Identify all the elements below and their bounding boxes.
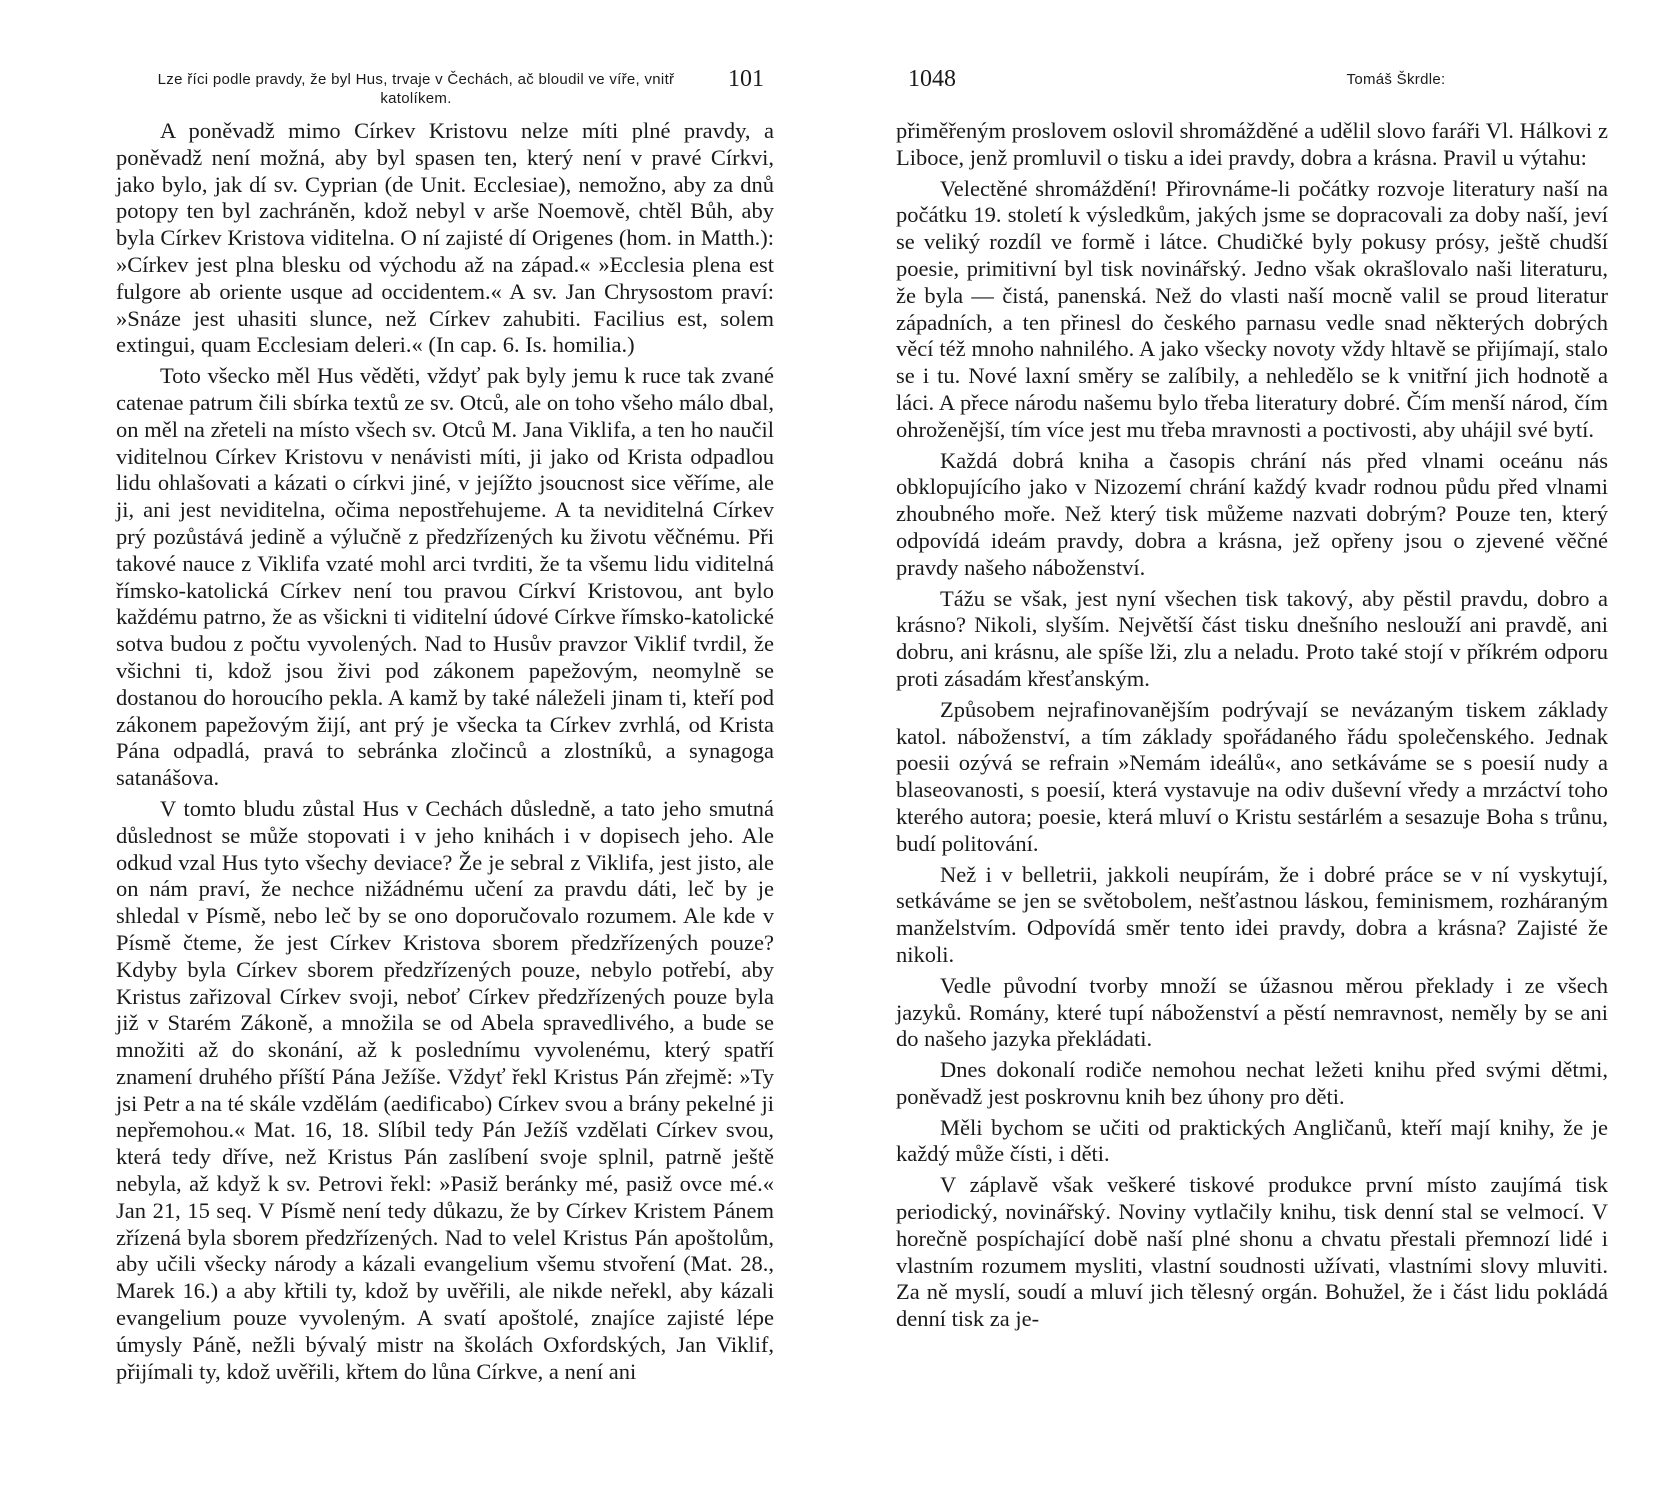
paragraph: Toto všecko měl Hus věděti, vždyť pak byly jemu k ruce tak zvané catenae patrum čili sbírka textů ze sv. Otců, ale on toho všeho málo dbal, on měl na zřeteli na místo všech sv. Otců M. Jana Viklifa, a ten ho naučil viditelnou Církev Kristovu v nenávisti míti, ji jako od Krista odpadlou lidu ohlašovati a kázati o církvi jiné, v jejížto jsoucnost sice věříme, ale ji, ani jest neviditelna, očima nepostřehujeme. A ta neviditelná Církev prý pozůstává jedině a výlučně z předzřízených ku životu věčnému. Při takové nauce z Viklifa vzaté mohl arci tvrditi, že ta všemu lidu viditelná římsko-katolická Církev není tou pravou Církví Kristovou, ant bylo každému patrno, že as všickni ti viditelní údové Církve římsko-katolické sotva budou z počtu vyvolených. Nad to Husův pravzor Viklif tvrdil, že všichni ti, kdož jsou živi pod zákonem papežovým, neomylně se dostanou do horoucího pekla. A kamž by také náleželi jinam ti, kteří pod zákonem papežovým žijí, ant prý je všecka ta Církev zvrhlá, od Krista Pána odpadlá, pravá to sebránka zločinců a zlostníků, a synagoga satanášova. [116, 363, 774, 791]
running-title: Tomáš Škrdle: [1346, 71, 1446, 88]
paragraph: Velectěné shromáždění! Přirovnáme-li počátky rozvoje literatury naší na počátku 19. století k výsledkům, jakých jsme se dopracovali za doby naší, jeví se veliký rozdíl ve formě i látce. Chudičké byly pokusy prósy, ještě chudší poesie, primitivní byl tisk novinářský. Jedno však okrašlovalo naši literaturu, že byla — čistá, panenská. Než do vlasti naší mocně valil se proud literatur západních, a ten přinesl do českého parnasu vedle snad některých dobrých věcí též mnoho nahnilého. A jako všecky novoty vždy hltavě se přijímají, stalo se i tu. Nové laxní směry se zalíbily, a nehledělo se k vnitřní jich hodnotě a láci. A přece národu našemu bylo třeba literatury dobré. Čím menší národ, čím ohroženější, tím více jest mu třeba mravnosti a poctivosti, aby uhájil své bytí. [896, 175, 1608, 442]
paragraph: Dnes dokonalí rodiče nemohou nechat ležeti knihu před svými dětmi, poněvadž jest poskrovnu knih bez úhony pro děti. [896, 1057, 1608, 1109]
page-number: 1048 [908, 66, 956, 92]
paragraph: V tomto bludu zůstal Hus v Cechách důsledně, a tato jeho smutná důslednost se může stopovati i v jeho knihách i v dopisech jeho. Ale odkud vzal Hus tyto všechy deviace? Že je sebral z Viklifa, jest jisto, ale on nám praví, že nechce nižádnému učení za pravdu dáti, leč by je shledal v Písmě, nebo leč by se ono doporučovalo rozumem. Ale kde v Písmě čteme, že jest Církev Kristova sborem předzřízených pouze? Kdyby byla Církev sborem předzřízených pouze, nebylo potřebí, aby Kristus zařizoval Církev svoji, neboť Církev předzřízených pouze byla již v Starém Zákoně, a množila se od Abela spravedlivého, a bude se množiti až do skonání, až k poslednímu vyvolenému, který spatří znamení druhého příští Pána Ježíše. Vždyť řekl Kristus Pán zřejmě: »Ty jsi Petr a na té skále vzdělám (aedificabo) Církev svou a brány pekelné ji nepřemohou.« Mat. 16, 18. Slíbil tedy Pán Ježíš vzdělati Církev svou, která tedy dříve, než Kristus Pán zaslíbení svoje splnil, patrně ještě nebyla, až když k sv. Petrovi řekl: »Pasiž beránky mé, pasiž ovce mé.« Jan 21, 15 seq. V Písmě není tedy důkazu, že by Církev Kristem Pánem zřízená byla sborem předzřízených. Nad to velel Kristus Pán apoštolům, aby učili všecky národy a kázali evangelium všemu stvoření (Mat. 28., Marek 16.) a aby křtili ty, kdož by uvěřili, ale nikde neřekl, aby kázali evangelium pouze vyvoleným. A svatí apoštolé, znajíce zajisté lépe úmysly Páně, nežli bývalý mistr na školách Oxfordských, Jan Viklif, přijímali ty, kdož uvěřili, křtem do lůna Církve, a není ani [116, 795, 774, 1384]
running-title: Lze říci podle pravdy, že byl Hus, trvaje v Čechách, ač bloudil ve víře, vnitř katolíkem. [157, 71, 675, 107]
paragraph: Tážu se však, jest nyní všechen tisk takový, aby pěstil pravdu, dobro a krásno? Nikoli, slyším. Největší část tisku dnešního neslouží ani pravdě, ani dobru, ani krásnu, ale spíše lži, zlu a neladu. Proto také stojí v příkrém odporu proti zásadám křesťanským. [896, 585, 1608, 691]
continuation-paragraph: přiměřeným proslovem oslovil shromážděné a udělil slovo faráři Vl. Hálkovi z Liboce, jenž promluvil o tisku a idei pravdy, dobra a krásna. Pravil u výtahu: [896, 118, 1608, 170]
paragraph: Měli bychom se učiti od praktických Angličanů, kteří mají knihy, že je každý může čísti, i děti. [896, 1114, 1608, 1167]
right-page-body [896, 118, 1608, 1333]
paragraph: Než i v belletrii, jakkoli neupírám, že i dobré práce se v ní vyskytují, setkáváme se jen se světobolem, nešťastnou láskou, feminismem, rozháraným manželstvím. Odpovídá směr tento idei pravdy, dobra a krásna? Zajisté že nikoli. [896, 861, 1608, 967]
paragraph: Každá dobrá kniha a časopis chrání nás před vlnami oceánu nás obklopujícího jako v Nizozemí chrání každý kvadr rodnou půdu před vlnami zhoubného moře. Než který tisk můžeme nazvati dobrým? Pouze ten, který odpovídá ideám pravdy, dobra a krásna, jež opřeny jsou o zjevené věčné pravdy našeho náboženství. [896, 447, 1608, 580]
paragraph: Způsobem nejrafinovanějším podrývají se nevázaným tiskem základy katol. náboženství, a tím základy spořádaného řádu společenského. Jednak poesii ozývá se refrain »Nemám ideálů«, ano setkáváme se s poesií nudy a blaseovanosti, s poesií, která vystavuje na odiv duševní vředy a mrzáctví toho kterého autora; poesie, která mluví o Kristu sestárlém a sesazuje Boha s trůnu, budí politování. [896, 696, 1608, 856]
left-page-header [116, 0, 774, 118]
paragraph: Vedle původní tvorby množí se úžasnou měrou překlady i ze všech jazyků. Romány, které tupí náboženství a pěstí nemravnost, neměly by se ani do našeho jazyka překládati. [896, 972, 1608, 1052]
right-page [834, 0, 1668, 1500]
left-page-body [116, 118, 774, 1385]
page-number: 101 [728, 66, 764, 92]
right-page-header [896, 0, 1608, 118]
paragraph: A poněvadž mimo Církev Kristovu nelze míti plné pravdy, a poněvadž není možná, aby byl spasen ten, který není v pravé Církvi, jako bylo, jak dí sv. Cyprian (de Unit. Ecclesiae), nemožno, aby za dnů potopy ten byl zachráněn, kdož nebyl v arše Noemově, chtěl Bůh, aby byla Církev Kristova viditelna. O ní zajisté dí Origenes (hom. in Matth.): »Církev jest plna blesku od východu až na západ.« »Ecclesia plena est fulgore ab oriente usque ad occidentem.« A sv. Jan Chrysostom praví: »Snáze jest uhasiti slunce, než Církev zahubiti. Facilius est, solem extingui, quam Ecclesiam deleri.« (In cap. 6. Is. homilia.) [116, 118, 774, 358]
paragraph: V záplavě však veškeré tiskové produkce první místo zaujímá tisk periodický, novinářský. Noviny vytlačily knihu, tisk denní stal se velmocí. V horečně pospíchající době naší plné shonu a chvatu přestali přemnozí lidé i vlastním rozumem mysliti, vlastní soudnosti užívati, vlastními slovy mluviti. Za ně myslí, soudí a mluví jich tělesný orgán. Bohužel, že i část lidu pokládá denní tisk za je- [896, 1172, 1608, 1332]
